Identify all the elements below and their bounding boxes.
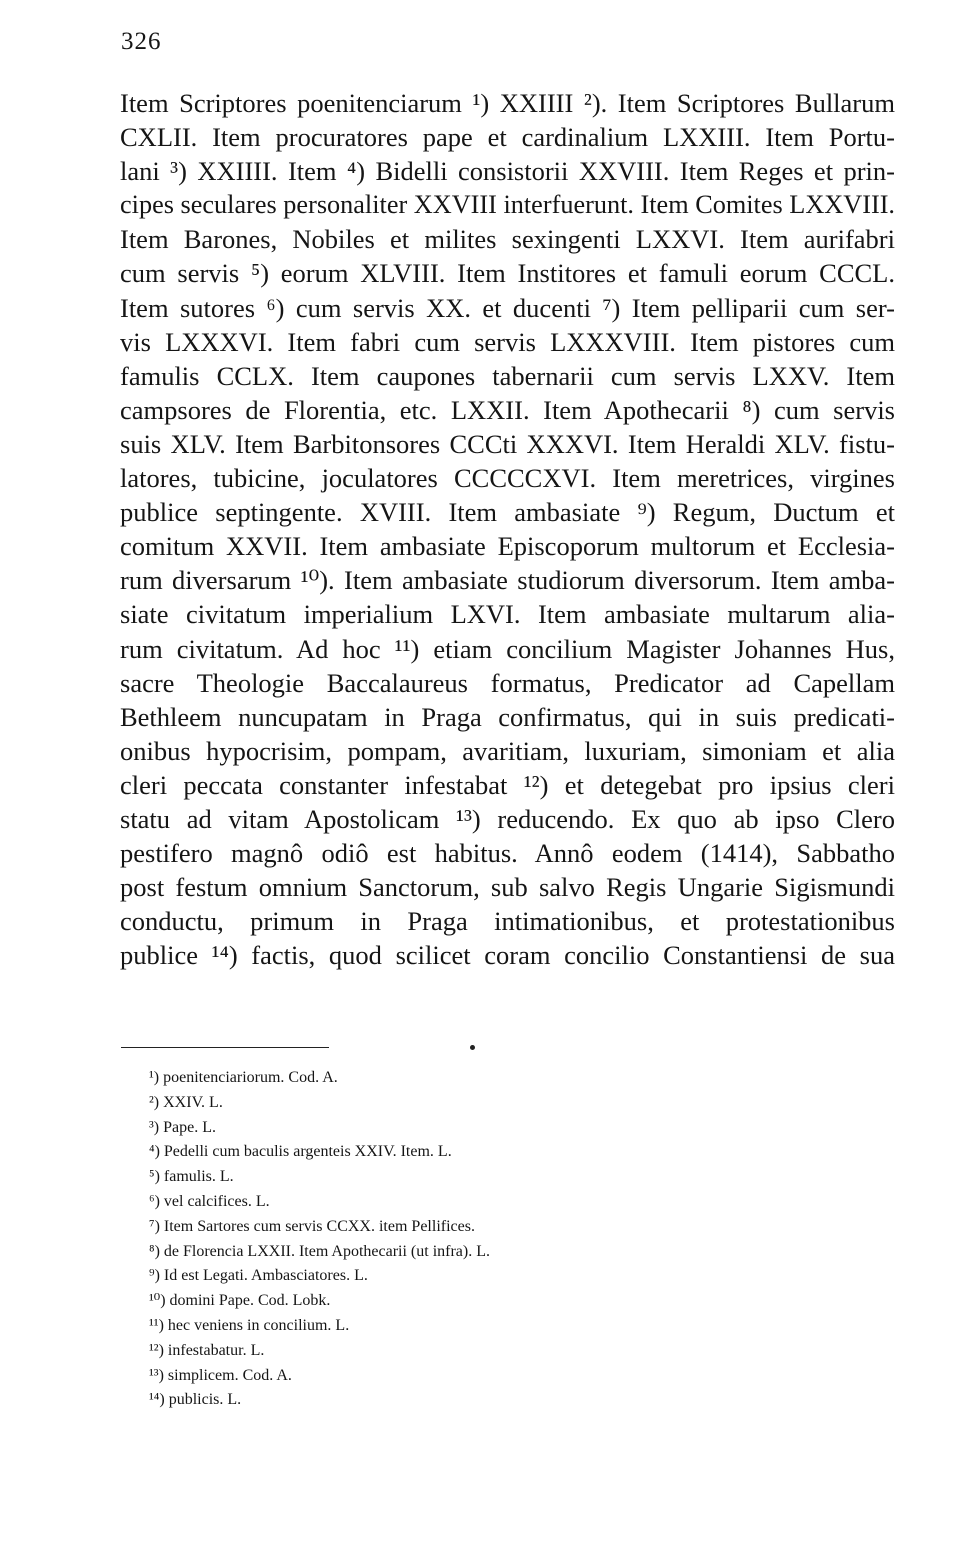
text-line: post festum omnium Sanctorum, sub salvo Regis Ungarie Sigismundi [120,872,895,903]
text-line: Bethleem nuncupatam in Praga confirmatus, qui in suis predicati- [120,701,895,732]
page-number: 326 [121,28,162,55]
text-line: rum civitatum. Ad hoc ¹¹) etiam concilium Magister Johannes Hus, [120,633,895,664]
text-line: sacre Theologie Baccalaureus formatus, Predicator ad Capellam [120,667,895,698]
text-line: onibus hypocrisim, pompam, avaritiam, luxuriam, simoniam et alia [120,735,895,766]
footnote: ³) Pape. L. [149,1118,216,1136]
footnote: ⁹) Id est Legati. Ambasciatores. L. [149,1267,368,1285]
footnote: ¹³) simplicem. Cod. A. [149,1366,292,1384]
text-line: Item Scriptores poenitenciarum ¹) XXIIII ²). Item Scriptores Bullarum [120,88,895,118]
footnote-separator-rule [121,1047,329,1048]
footnote: ⁴) Pedelli cum baculis argenteis XXIV. Item. L. [149,1143,452,1161]
text-line: latores, tubicine, joculatores CCCCCXVI. Item meretrices, virgines [120,463,895,494]
text-line: conductu, primum in Praga intimationibus, et protestationibus [120,906,895,937]
text-line: famulis CCLX. Item caupones tabernarii cum servis LXXV. Item [120,360,895,391]
text-line: cum servis ⁵) eorum XLVIII. Item Institores et famuli eorum CCCL. [120,258,895,289]
footnote: ¹²) infestabatur. L. [149,1341,265,1359]
text-line: Item sutores ⁶) cum servis XX. et ducenti ⁷) Item pelliparii cum ser- [120,292,895,323]
footnote: ⁷) Item Sartores cum servis CCXX. item Pellifices. [149,1217,475,1235]
text-line: campsores de Florentia, etc. LXXII. Item Apothecarii ⁸) cum servis [120,394,895,425]
text-line: Item Barones, Nobiles et milites sexingenti LXXVI. Item aurifabri [120,224,895,255]
text-line: cipes seculares personaliter XXVIII interfuerunt. Item Comites LXXVIII. [120,190,895,220]
footnote: ¹⁴) publicis. L. [149,1391,242,1409]
stray-ink-dot [470,1045,475,1050]
footnote: ⁸) de Florencia LXXII. Item Apothecarii (ut infra). L. [149,1242,491,1260]
text-line: siate civitatum imperialium LXVI. Item ambasiate multarum alia- [120,599,895,630]
footnote: ²) XXIV. L. [149,1093,223,1111]
footnote: ¹¹) hec veniens in concilium. L. [149,1316,350,1334]
text-line: statu ad vitam Apostolicam ¹³) reducendo. Ex quo ab ipso Clero [120,803,895,834]
text-line: suis XLV. Item Barbitonsores CCCti XXXVI. Item Heraldi XLV. fistu- [120,428,895,459]
text-line: comitum XXVII. Item ambasiate Episcoporum multorum et Ecclesia- [120,531,895,562]
main-text [120,86,895,972]
text-line: publice ¹⁴) factis, quod scilicet coram concilio Constantiensi de sua [120,940,895,971]
text-line: cleri peccata constanter infestabat ¹²) et detegebat pro ipsius cleri [120,769,895,800]
text-line: CXLII. Item procuratores pape et cardinalium LXXIII. Item Portu- [120,122,895,153]
footnote: ¹⁰) domini Pape. Cod. Lobk. [149,1292,331,1310]
text-line: vis LXXXVI. Item fabri cum servis LXXXVIII. Item pistores cum [120,326,895,357]
text-line: rum diversarum ¹⁰). Item ambasiate studiorum diversorum. Item amba- [120,565,895,596]
footnote: ⁵) famulis. L. [149,1168,234,1186]
footnotes-block [149,1066,709,1413]
footnote: ¹) poenitenciariorum. Cod. A. [149,1069,338,1086]
text-line: lani ³) XXIIII. Item ⁴) Bidelli consistorii XXVIII. Item Reges et prin- [120,156,895,187]
footnote: ⁶) vel calcifices. L. [149,1192,270,1210]
text-line: pestifero magnô odiô est habitus. Annô eodem (1414), Sabbatho [120,838,895,869]
text-line: publice septingente. XVIII. Item ambasiate ⁹) Regum, Ductum et [120,497,895,528]
